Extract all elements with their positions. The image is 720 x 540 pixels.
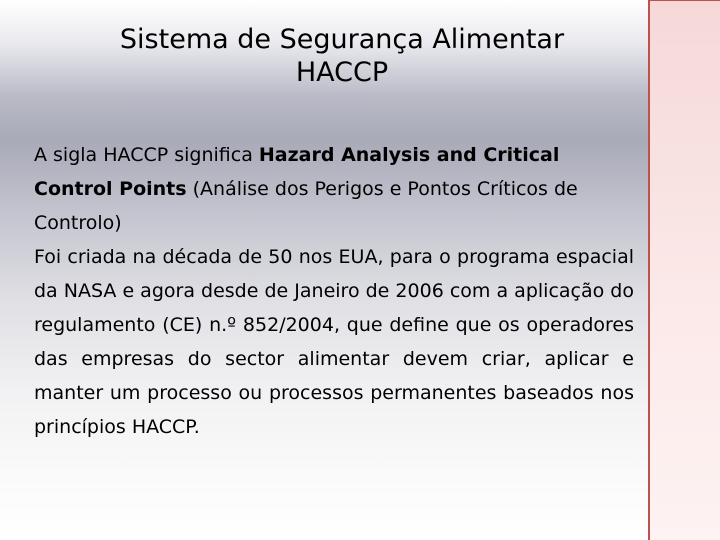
paragraph-acronym-suffix: (Análise dos Perigos e Pontos Críticos de Controlo) <box>34 178 578 234</box>
slide-body <box>34 138 634 444</box>
title-line-2: HACCP <box>295 56 389 88</box>
paragraph-acronym-prefix: A sigla HACCP significa <box>34 144 259 166</box>
paragraph-history: Foi criada na década de 50 nos EUA, para o programa espacial da NASA e agora desde de Janeiro de 2006 com a aplicação do regulamento (CE) n.º 852/2004, que define que os operadores das empresas do sector alimentar devem criar, aplicar e manter um processo ou processos permanentes baseados nos princípios HACCP. <box>34 246 634 438</box>
paragraph-acronym <box>34 138 634 240</box>
slide-title <box>24 24 660 90</box>
paragraph-acronym-bold: Hazard Analysis and Critical Control Points <box>34 144 560 200</box>
title-line-1: Sistema de Segurança Alimentar <box>119 24 565 55</box>
